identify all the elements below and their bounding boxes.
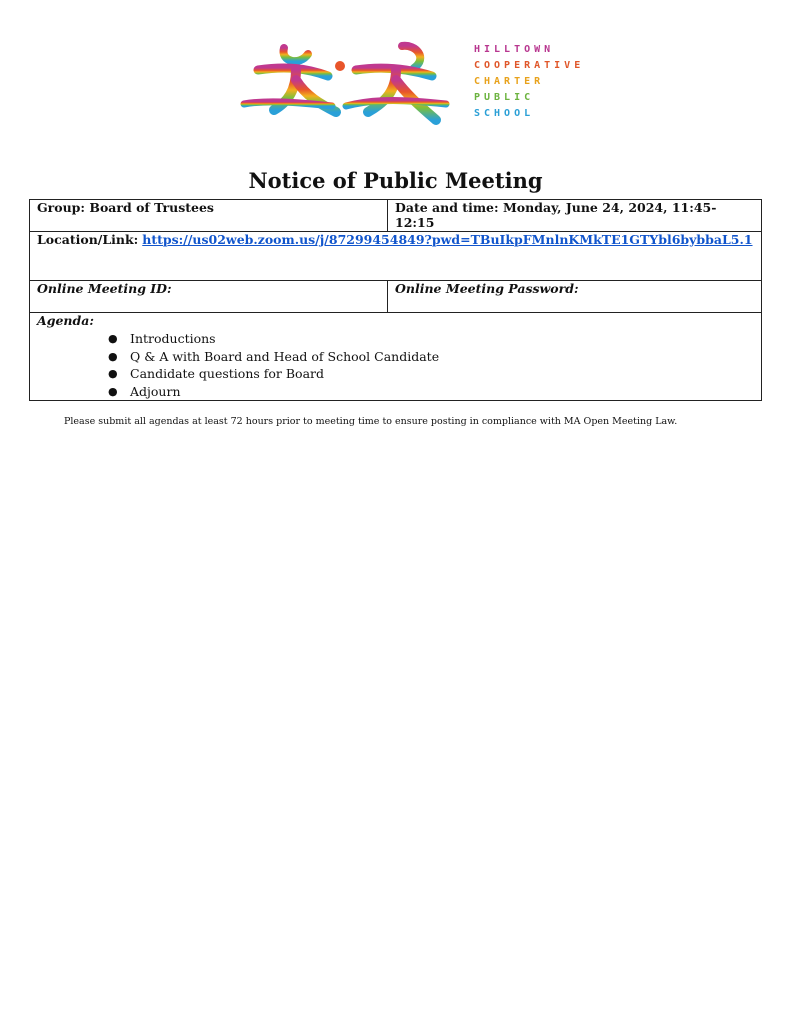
meeting-id-cell — [30, 281, 388, 313]
logo-word: HILLTOWN — [474, 44, 555, 55]
location-label: Location/Link: — [37, 232, 139, 247]
table-row — [30, 232, 762, 281]
logo-wordmark — [474, 42, 584, 122]
logo-word: CHARTER — [474, 76, 545, 87]
bullet-icon: ● — [108, 332, 118, 345]
logo-word: COOPERATIVE — [474, 60, 585, 71]
group-cell — [30, 200, 388, 232]
bullet-icon: ● — [108, 349, 118, 363]
location-cell — [30, 232, 762, 281]
list-item — [108, 383, 754, 401]
logo-word: SCHOOL — [474, 108, 535, 119]
meeting-id-label: Online Meeting ID: — [37, 281, 172, 296]
agenda-cell — [30, 313, 762, 401]
bullet-icon: ● — [108, 367, 118, 380]
agenda-label: Agenda: — [37, 313, 94, 328]
meeting-notice-table — [29, 199, 762, 401]
page-title: Notice of Public Meeting — [248, 168, 543, 193]
list-item — [108, 365, 754, 383]
list-item — [108, 330, 754, 348]
zoom-meeting-link[interactable]: https://us02web.zoom.us/j/87299454849?pwd=TBuIkpFMnlnKMkTE1GTYbl6bybbaL5.1 — [142, 232, 753, 247]
table-row — [30, 313, 762, 401]
datetime-cell — [388, 200, 762, 232]
agenda-item-text: Candidate questions for Board — [130, 366, 325, 381]
agenda-list — [37, 330, 754, 400]
datetime-label: Date and time: Monday, June 24, 2024, 11:45-12:15 — [395, 200, 717, 230]
agenda-item-text: Q & A with Board and Head of School Candidate — [130, 348, 440, 364]
table-row — [30, 200, 762, 232]
agenda-item-text: Adjourn — [130, 383, 181, 399]
school-logo — [236, 40, 585, 130]
agenda-item-text: Introductions — [130, 331, 216, 346]
meeting-password-label: Online Meeting Password: — [395, 281, 579, 296]
logo-figures-graphic — [236, 40, 466, 130]
footer-note: Please submit all agendas at least 72 hours prior to meeting time to ensure posting in compliance with MA Open Meeting Law. — [64, 416, 678, 427]
logo-word: PUBLIC — [474, 92, 535, 103]
meeting-password-cell — [388, 281, 762, 313]
group-label: Group: Board of Trustees — [37, 200, 214, 215]
table-row — [30, 281, 762, 313]
bullet-icon: ● — [108, 384, 118, 398]
list-item — [108, 348, 754, 366]
